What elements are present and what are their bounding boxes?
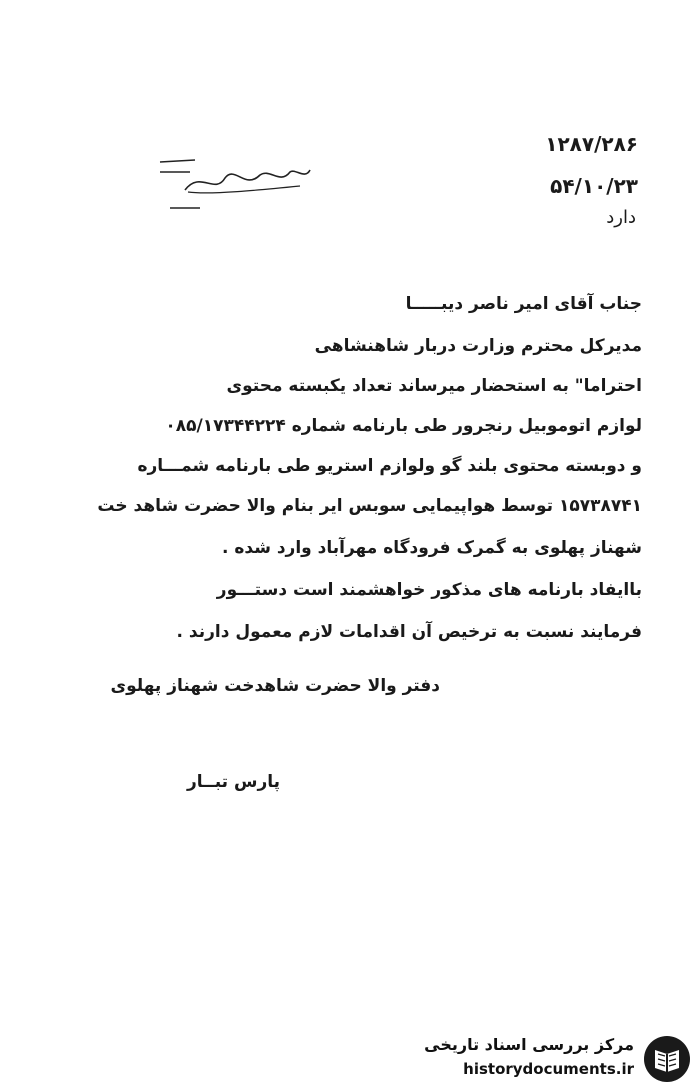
department-label: دارد [606, 207, 636, 228]
body-line: فرمایند نسبت به ترخیص آن اقدامات لازم معمول دارند . [176, 622, 642, 642]
addressee-title: مدیرکل محترم وزارت دربار شاهنشاهی [314, 336, 642, 356]
body-line: باایفاد بارنامه های مذکور خواهشمند است دستـــور [216, 580, 642, 600]
closing-office: دفتر والا حضرت شاهدخت شهناز پهلوی [110, 676, 440, 696]
body-line: احتراما" به استحضار میرساند تعداد یکبسته محتوی [226, 376, 642, 396]
body-line: و دوبسته محتوی بلند گو ولوازم استریو طی بارنامه شمـــاره [137, 456, 642, 476]
addressee: جناب آقای امیر ناصر دیبـــــا [405, 294, 642, 314]
reference-number: ۱۲۸۷/۲۸۶ [545, 132, 638, 156]
book-logo-icon [642, 1034, 692, 1084]
signature: پارس تبــار [186, 772, 280, 792]
body-line: شهناز پهلوی به گمرک فرودگاه مهرآباد وارد شده . [221, 538, 642, 558]
source-name: مرکز بررسی اسناد تاریخی [424, 1035, 634, 1054]
letter-date: ۵۴/۱۰/۲۳ [550, 174, 638, 198]
source-url[interactable]: historydocuments.ir [463, 1060, 634, 1078]
body-line: لوازم اتوموبیل رنجرور طی بارنامه شماره ۰۸۵/۱۷۳۴۴۲۲۴ [165, 416, 642, 436]
body-line: ۱۵۷۳۸۷۴۱ توسط هواپیمایی سوبس ایر بنام والا حضرت شاهد خت [97, 496, 642, 516]
